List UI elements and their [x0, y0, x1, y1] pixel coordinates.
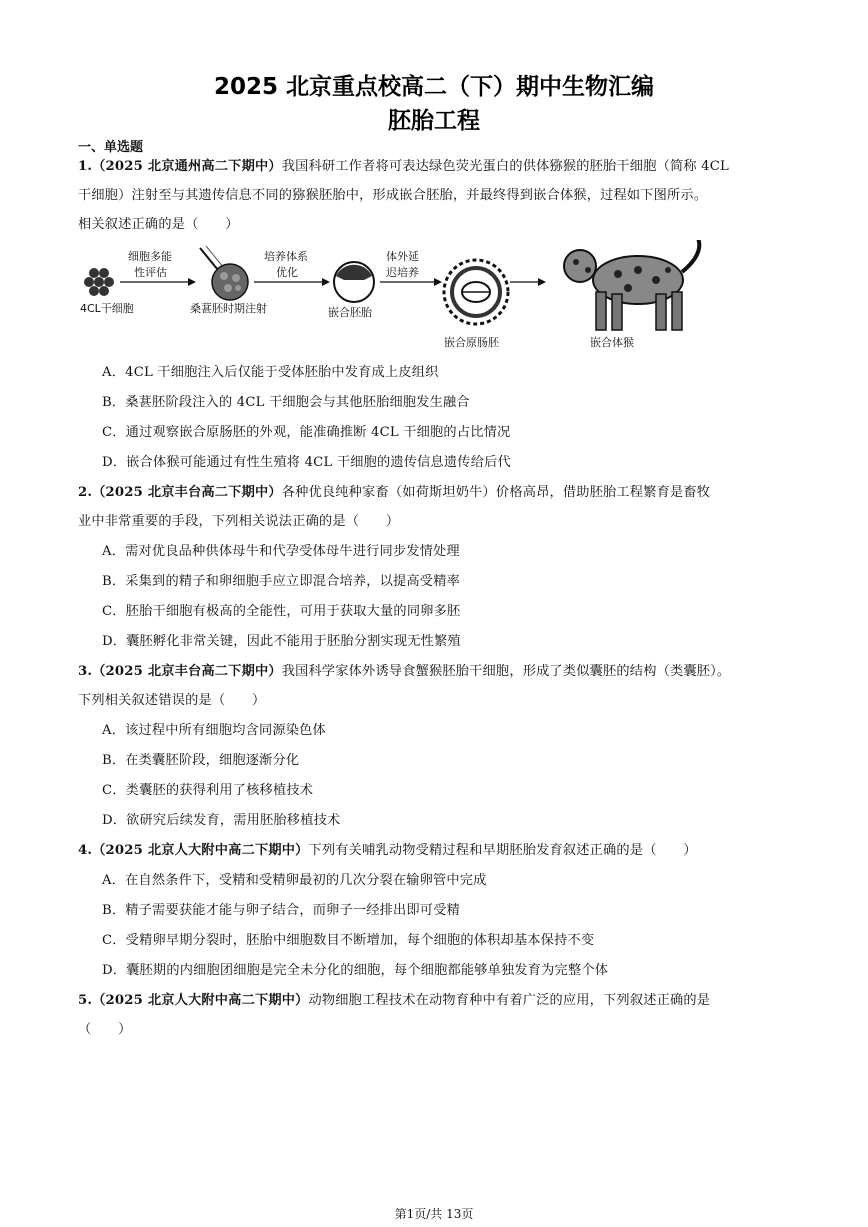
label-step2b: 优化 — [276, 266, 298, 279]
question-line: 相关叙述正确的是（ ） — [78, 217, 239, 232]
option-3C: C．类囊胚的获得利用了核移植技术 — [102, 783, 314, 798]
morula-figure — [200, 246, 248, 300]
label-step2: 培养体系 — [264, 250, 308, 263]
option-4C: C．受精卵早期分裂时，胚胎中细胞数目不断增加，每个细胞的体积却基本保持不变 — [102, 933, 595, 948]
question-number: 4. — [78, 843, 93, 858]
page-title: 2025 北京重点校高二（下）期中生物汇编 — [213, 74, 655, 100]
question-line: 下列相关叙述错误的是（ ） — [78, 693, 266, 708]
question-line: 2.（2025 北京丰台高二下期中）各种优良纯种家畜（如荷斯坦奶牛）价格高昂，借助胚胎工程繁育是畜牧 — [78, 485, 711, 500]
question-number: 2. — [78, 485, 93, 500]
label-monkey: 嵌合体猴 — [590, 336, 634, 349]
option-3A: A．该过程中所有细胞均含同源染色体 — [102, 723, 326, 738]
option-1B: B．桑葚胚阶段注入的 4CL 干细胞会与其他胚胎细胞发生融合 — [102, 395, 470, 410]
question-line: 3.（2025 北京丰台高二下期中）我国科学家体外诱导食蟹猴胚胎干细胞，形成了类似囊胚的结构（类囊胚）。 — [78, 664, 731, 679]
option-2A: A．需对优良品种供体母牛和代孕受体母牛进行同步发情处理 — [102, 544, 460, 559]
arrow-head — [538, 278, 546, 286]
question-2 — [78, 478, 794, 536]
label-cells: 4CL干细胞 — [80, 302, 134, 315]
label-step3b: 迟培养 — [386, 266, 419, 279]
question-line: 干细胞）注射至与其遗传信息不同的猕猴胚胎中，形成嵌合胚胎，并最终得到嵌合体猴，过程如下图所示。 — [78, 188, 708, 203]
question-number: 1. — [78, 159, 93, 174]
option-1C: C．通过观察嵌合原肠胚的外观，能准确推断 4CL 干细胞的占比情况 — [102, 425, 511, 440]
label-step1b: 性评估 — [134, 266, 167, 279]
page-footer: 第1页/共 13页 — [394, 1207, 474, 1221]
question-source: （2025 北京丰台高二下期中） — [92, 664, 282, 679]
option-1A: A．4CL 干细胞注入后仅能于受体胚胎中发育成上皮组织 — [102, 365, 439, 380]
arrow-head — [188, 278, 196, 286]
option-2D: D．囊胚孵化非常关键，因此不能用于胚胎分割实现无性繁殖 — [102, 634, 461, 649]
arrow-head — [322, 278, 330, 286]
monkey-figure — [564, 240, 699, 330]
option-1D: D．嵌合体猴可能通过有性生殖将 4CL 干细胞的遗传信息遗传给后代 — [102, 455, 511, 470]
question-line: 1.（2025 北京通州高二下期中）我国科研工作者将可表达绿色荧光蛋白的供体猕猴的胚胎干细胞（简称 4CL — [78, 159, 729, 174]
question-number: 5. — [78, 993, 93, 1008]
label-gastrula: 嵌合原肠胚 — [444, 336, 499, 349]
stem-cells-figure — [84, 268, 114, 296]
question-source: （2025 北京丰台高二下期中） — [92, 485, 282, 500]
option-4B: B．精子需要获能才能与卵子结合，而卵子一经排出即可受精 — [102, 903, 460, 918]
option-2B: B．采集到的精子和卵细胞手应立即混合培养，以提高受精率 — [102, 574, 460, 589]
question-number: 3. — [78, 664, 93, 679]
page-subtitle: 胚胎工程 — [388, 108, 480, 134]
option-4D: D．囊胚期的内细胞团细胞是完全未分化的细胞，每个细胞都能够单独发育为完整个体 — [102, 963, 609, 978]
label-step3: 体外延 — [386, 250, 419, 263]
option-4A: A．在自然条件下，受精和受精卵最初的几次分裂在输卵管中完成 — [102, 873, 487, 888]
question-3 — [78, 657, 794, 715]
option-3B: B．在类囊胚阶段，细胞逐渐分化 — [102, 753, 300, 768]
question-source: （2025 北京通州高二下期中） — [92, 159, 282, 174]
question-1 — [78, 152, 794, 239]
question-source: （2025 北京人大附中高二下期中） — [92, 993, 309, 1008]
question-line: 5.（2025 北京人大附中高二下期中）动物细胞工程技术在动物育种中有着广泛的应用，下列叙述正确的是 — [78, 993, 711, 1008]
question-line: 业中非常重要的手段，下列相关说法正确的是（ ） — [78, 514, 400, 529]
gastrula-figure — [444, 260, 508, 324]
question-source: （2025 北京人大附中高二下期中） — [92, 843, 309, 858]
option-2C: C．胚胎干细胞有极高的全能性，可用于获取大量的同卵多胚 — [102, 604, 461, 619]
label-embryo: 嵌合胚胎 — [328, 306, 372, 319]
question-line: （ ） — [78, 1022, 132, 1037]
question-4 — [78, 836, 794, 865]
blastocyst-figure — [334, 262, 374, 302]
arrow-head — [434, 278, 442, 286]
question-5 — [78, 986, 794, 1044]
label-morula: 桑葚胚时期注射 — [190, 302, 267, 315]
section-label: 一、单选题 — [78, 140, 144, 155]
question-line: 4.（2025 北京人大附中高二下期中）下列有关哺乳动物受精过程和早期胚胎发育叙述正确的是（ ） — [78, 843, 697, 858]
label-step1: 细胞多能 — [128, 250, 172, 263]
embryo-diagram — [78, 240, 798, 360]
option-3D: D．欲研究后续发育，需用胚胎移植技术 — [102, 813, 341, 828]
